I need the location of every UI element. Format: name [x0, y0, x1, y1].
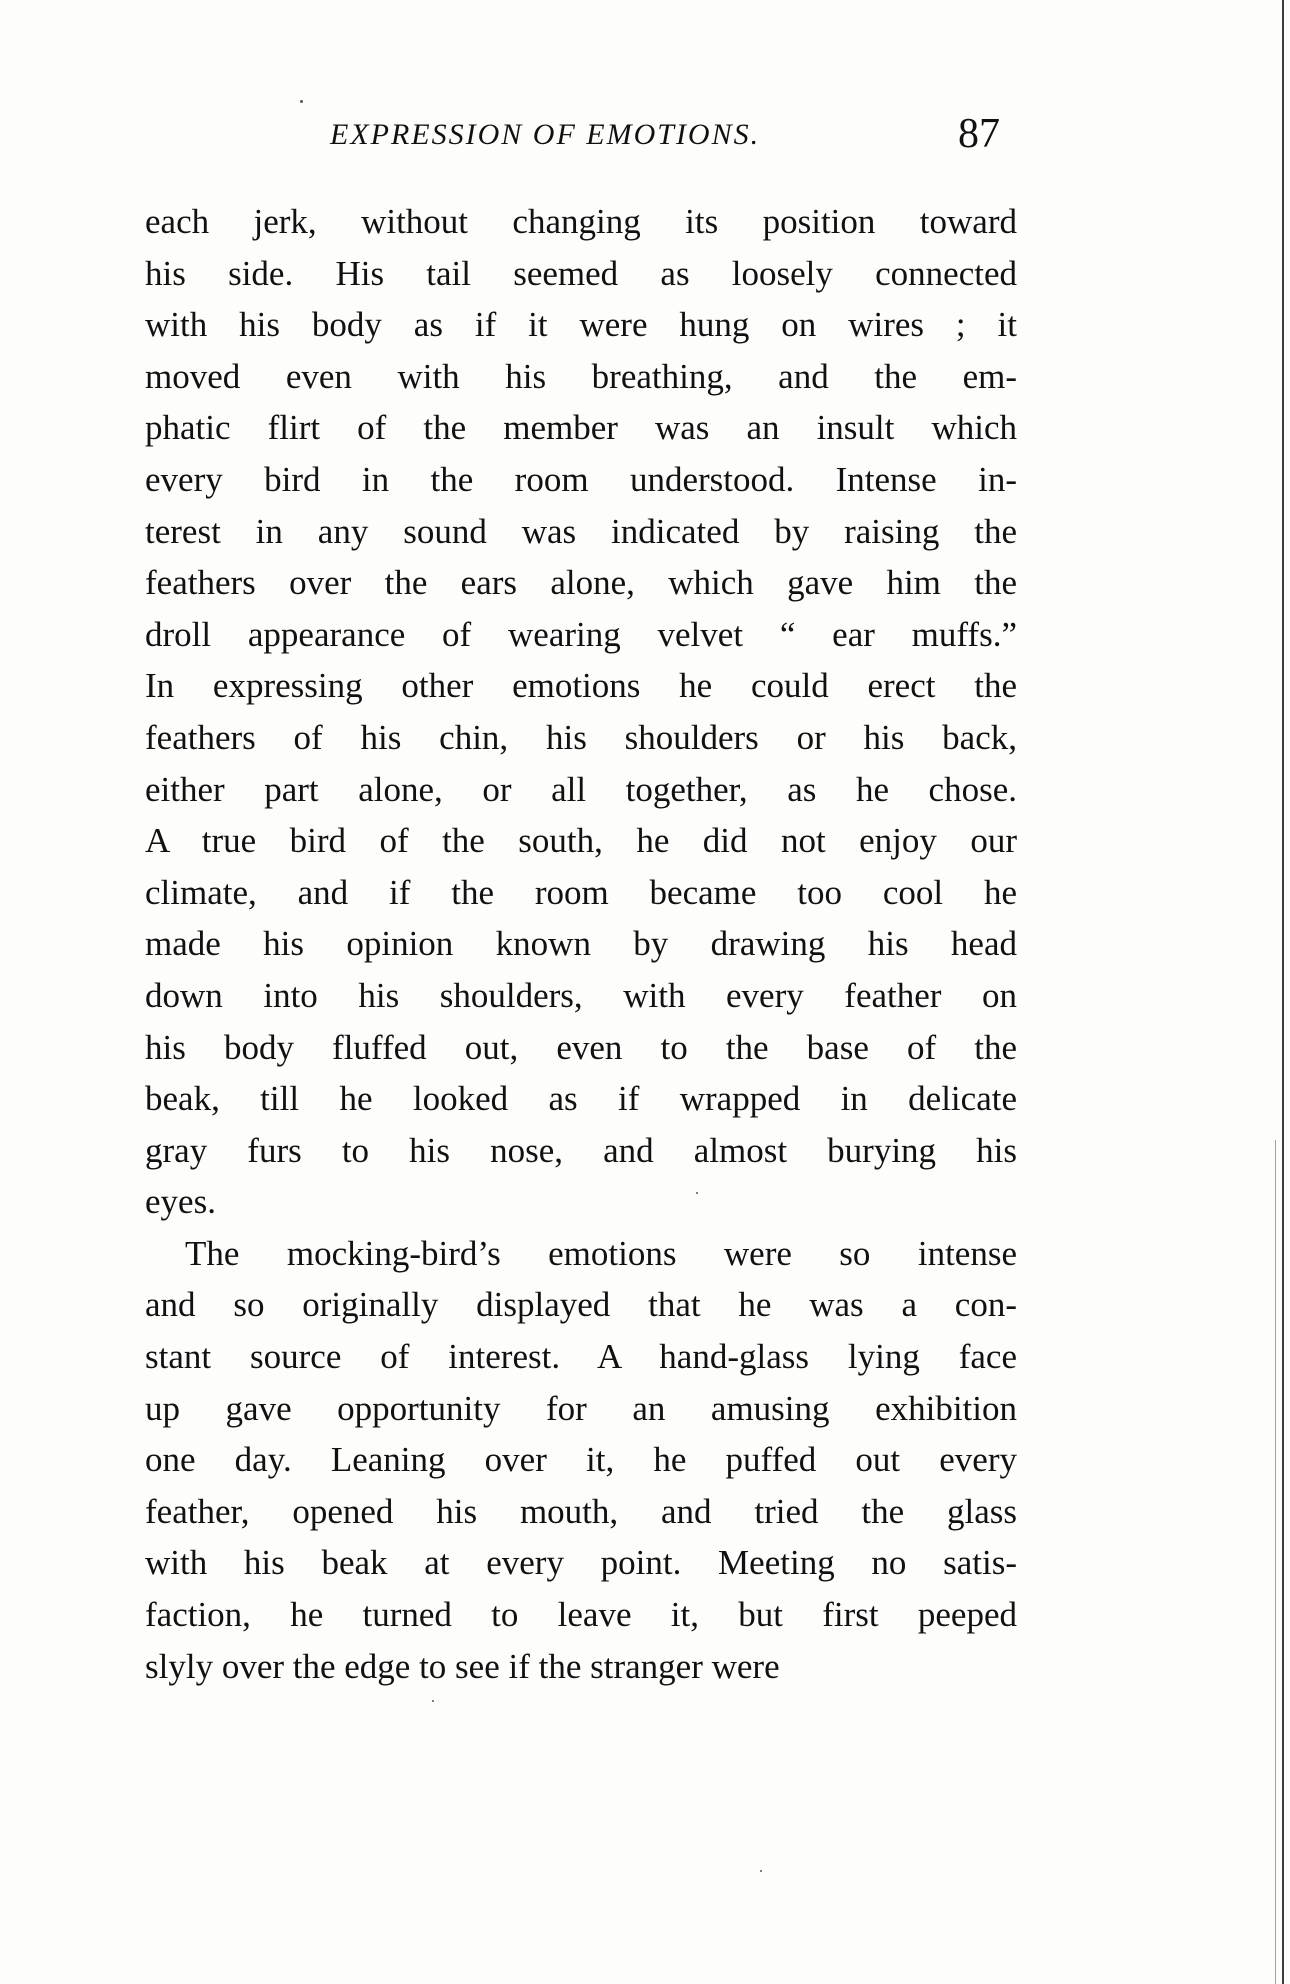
- text-line: stant source of interest. A hand-glass lying face: [145, 1337, 1017, 1377]
- text-line: In expressing other emotions he could erect the: [145, 666, 1017, 706]
- paper-speck: [696, 1192, 698, 1194]
- text-line: his side. His tail seemed as loosely connected: [145, 253, 1017, 293]
- text-line: each jerk, without changing its position toward: [145, 202, 1017, 241]
- text-line: faction, he turned to leave it, but first peeped: [145, 1595, 1017, 1635]
- text-line: beak, till he looked as if wrapped in delicate: [145, 1079, 1017, 1119]
- text-line: with his body as if it were hung on wires ; it: [145, 305, 1017, 345]
- paragraph-1: [145, 196, 1017, 1228]
- text-line: moved even with his breathing, and the em-: [145, 356, 1017, 396]
- page-number: 87: [958, 111, 1000, 157]
- text-line: The mocking-bird’s emotions were so intense: [185, 1233, 1017, 1273]
- text-line: droll appearance of wearing velvet “ ear muffs.”: [145, 614, 1017, 654]
- paragraph-2: [145, 1228, 1017, 1692]
- text-line: feathers of his chin, his shoulders or his back,: [145, 717, 1017, 757]
- text-line: eyes.: [145, 1182, 216, 1222]
- running-title: EXPRESSION OF EMOTIONS.: [330, 118, 761, 151]
- body-text: [145, 196, 1017, 1692]
- text-line: and so originally displayed that he was a con-: [145, 1285, 1017, 1325]
- text-line: slyly over the edge to see if the stranger were: [145, 1646, 780, 1686]
- paper-speck: [300, 100, 303, 103]
- paper-speck: [760, 1870, 762, 1872]
- text-line: up gave opportunity for an amusing exhibition: [145, 1388, 1017, 1428]
- text-line: with his beak at every point. Meeting no satis-: [145, 1543, 1017, 1583]
- page-edge-line: [1275, 1140, 1276, 1984]
- text-line: gray furs to his nose, and almost burying his: [145, 1130, 1017, 1170]
- text-line: phatic flirt of the member was an insult which: [145, 408, 1017, 448]
- text-line: feather, opened his mouth, and tried the glass: [145, 1491, 1017, 1531]
- text-line: made his opinion known by drawing his head: [145, 924, 1017, 964]
- text-line: either part alone, or all together, as he chose.: [145, 769, 1017, 809]
- page-edge-shadow: [1282, 0, 1284, 1984]
- text-line: his body fluffed out, even to the base of the: [145, 1027, 1017, 1067]
- paper-speck: [432, 1700, 434, 1702]
- text-line: climate, and if the room became too cool he: [145, 872, 1017, 912]
- text-line: A true bird of the south, he did not enjoy our: [145, 821, 1017, 861]
- text-line: feathers over the ears alone, which gave him the: [145, 563, 1017, 603]
- text-line: one day. Leaning over it, he puffed out every: [145, 1440, 1017, 1480]
- text-line: down into his shoulders, with every feather on: [145, 975, 1017, 1015]
- text-line: terest in any sound was indicated by raising the: [145, 511, 1017, 551]
- text-line: every bird in the room understood. Intense in-: [145, 459, 1017, 499]
